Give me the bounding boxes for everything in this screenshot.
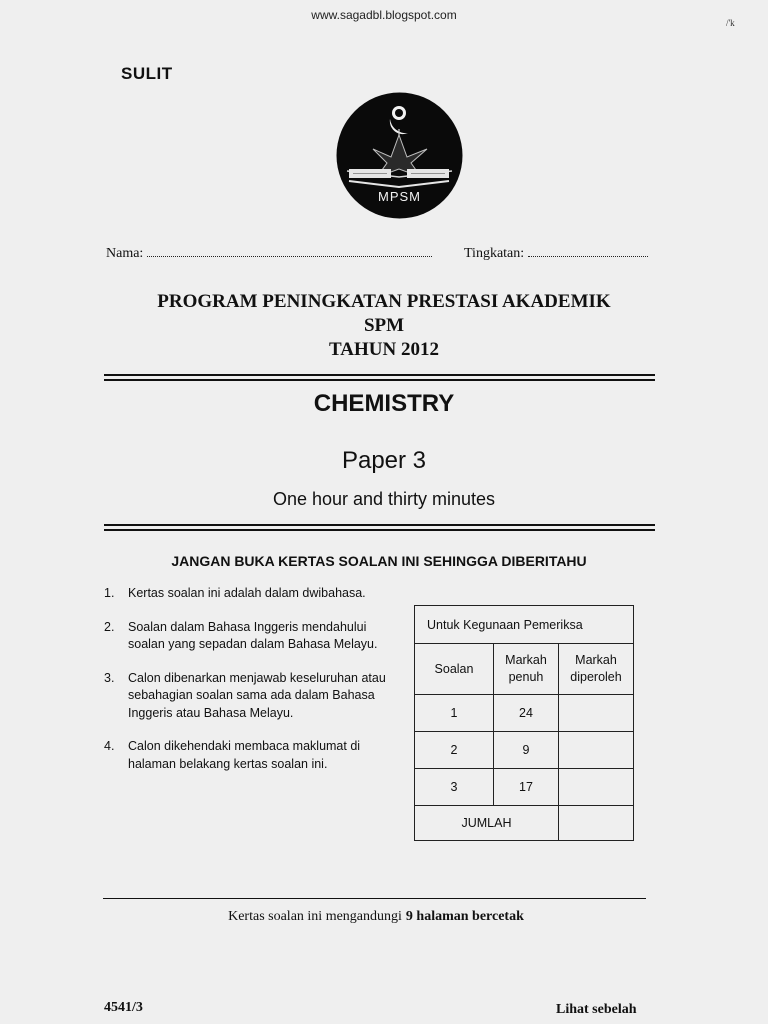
col-question: Soalan [415,644,494,695]
next-page-label: Lihat sebelah [556,1002,637,1017]
logo-text: MPSM [378,189,421,204]
divider-top [104,374,655,381]
col-full-marks: Markah penuh [494,644,559,695]
instruction-item: 4. Calon dikehendaki membaca maklumat di halaman belakang kertas soalan ini. [104,739,361,771]
name-dotted-line [147,247,432,257]
program-line-3: TAHUN 2012 [329,339,439,360]
table-row: 3 17 [415,769,634,806]
obtained-cell[interactable] [559,769,634,806]
paper-number: Paper 3 [341,447,427,474]
program-line-1: PROGRAM PENINGKATAN PRESTASI AKADEMIK [157,291,611,312]
obtained-cell[interactable] [559,732,634,769]
instruction-item: 2. Soalan dalam Bahasa Inggeris mendahului soalan yang sepadan dalam Bahasa Melayu. [104,619,378,651]
site-url: www.sagadbl.blogspot.com [311,8,457,22]
program-title [0,290,768,362]
total-label: JUMLAH [415,806,559,841]
instructions-list [104,585,404,789]
footer-divider [103,898,646,899]
classification-label: SULIT [121,64,173,83]
table-row: 1 24 [415,695,634,732]
subject-title: CHEMISTRY [313,390,455,417]
exam-duration: One hour and thirty minutes [272,489,496,509]
pages-note: Kertas soalan ini mengandungi 9 halaman bercetak [228,909,524,924]
mpsm-crest-icon [335,91,464,220]
form-field[interactable] [464,246,648,262]
pages-count: 9 halaman bercetak [405,909,524,924]
examiner-table [414,605,634,841]
col-obtained: Markah diperoleh [559,644,634,695]
form-dotted-line [528,247,648,257]
program-line-2: SPM [363,315,405,336]
table-row: 2 9 [415,732,634,769]
form-label: Tingkatan: [464,246,525,261]
name-field[interactable] [106,246,432,262]
corner-mark: /'k [726,18,735,28]
total-cell[interactable] [559,806,634,841]
examiner-table-title: Untuk Kegunaan Pemeriksa [415,606,634,644]
divider-bottom [104,524,655,531]
instruction-item: 1. Kertas soalan ini adalah dalam dwibahasa. [104,586,366,600]
paper-code: 4541/3 [104,1000,143,1015]
warning-notice: JANGAN BUKA KERTAS SOALAN INI SEHINGGA DIBERITAHU [171,553,587,569]
obtained-cell[interactable] [559,695,634,732]
instruction-item: 3. Calon dibenarkan menjawab keseluruhan atau sebahagian soalan sama ada dalam Bahasa Inggeris atau Bahasa Melayu. [104,670,386,720]
name-label: Nama: [106,246,144,261]
